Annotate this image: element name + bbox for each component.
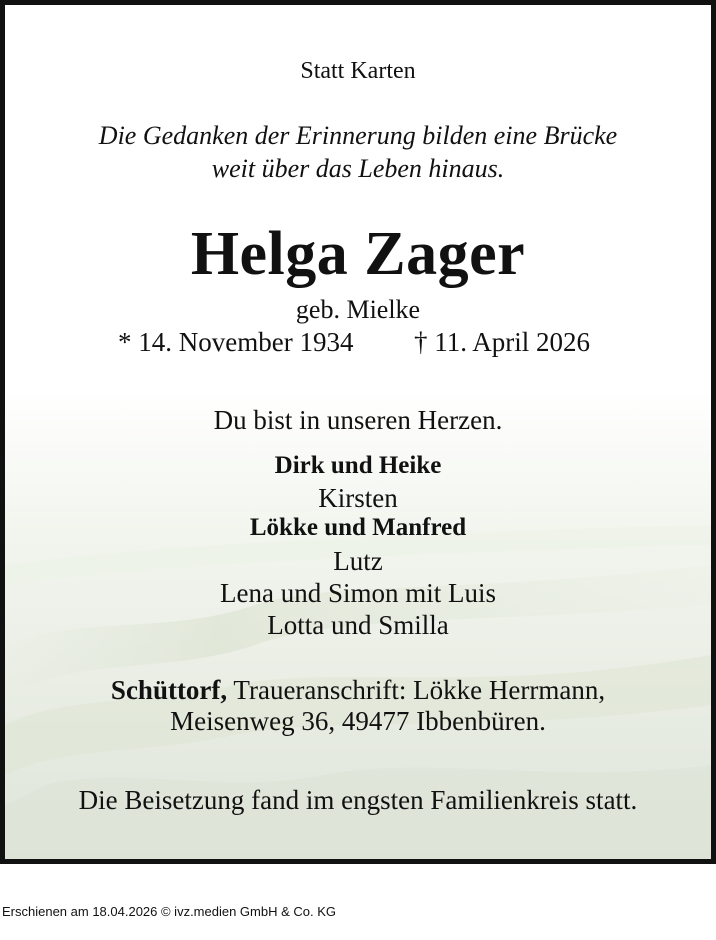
mourner-line: Dirk und Heike — [274, 452, 442, 479]
mourner-line: Lutz — [333, 546, 383, 576]
mourner-line: Lökke und Manfred — [249, 514, 467, 541]
quote-line-1: Die Gedanken der Erinnerung bilden eine Brücke — [98, 121, 618, 150]
publication-footer: Erschienen am 18.04.2026 © ivz.medien GmbH & Co. KG — [2, 904, 337, 919]
mourning-address-line-1 — [5, 675, 711, 706]
maiden-name: geb. Mielke — [295, 295, 421, 324]
mourner-line: Lena und Simon mit Luis — [220, 578, 496, 608]
mourning-place: Schüttorf, — [110, 675, 228, 705]
birth-date: * 14. November 1934 — [118, 327, 354, 357]
deceased-name: Helga Zager — [190, 220, 526, 288]
notice-header: Statt Karten — [300, 58, 416, 84]
mourning-address-contact: Traueranschrift: Lökke Herrmann, — [227, 675, 606, 705]
mourner-line: Kirsten — [318, 483, 398, 513]
quote-line-2: weit über das Leben hinaus. — [211, 154, 505, 183]
mourning-address-line-2: Meisenweg 36, 49477 Ibbenbüren. — [170, 706, 546, 736]
memorial-message: Du bist in unseren Herzen. — [213, 405, 503, 435]
burial-note: Die Beisetzung fand im engsten Familienkreis statt. — [78, 785, 638, 815]
mourner-line: Lotta und Smilla — [267, 610, 449, 640]
death-date: † 11. April 2026 — [414, 327, 591, 357]
